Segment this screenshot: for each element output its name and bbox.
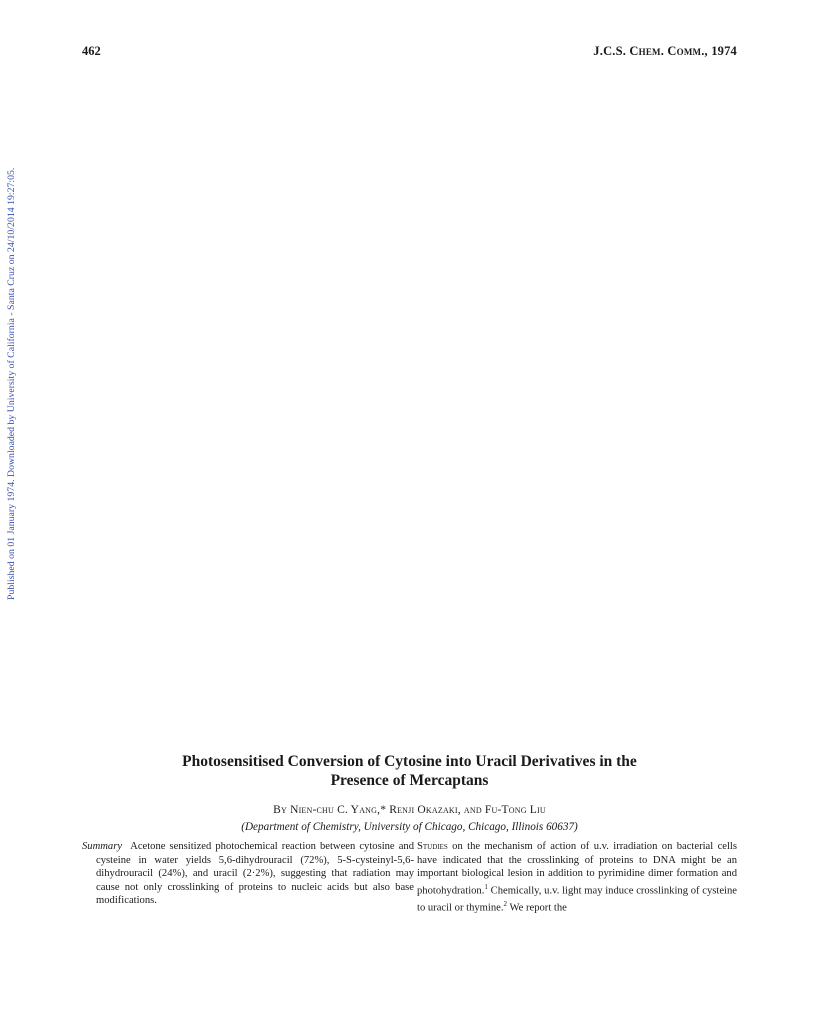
title-line-2: Presence of Mercaptans — [330, 772, 489, 789]
body-text-2: Chemically, u.v. light may induce crosslinking of cysteine to uracil or thymine. — [417, 885, 737, 914]
download-notice: Published on 01 January 1974. Downloaded by University of California - Santa Cruz on 24/10/2014 19:27:05. — [6, 167, 17, 600]
journal-citation: J.C.S. Chem. Comm., 1974 — [593, 44, 737, 58]
summary-paragraph — [82, 840, 414, 908]
body-column — [417, 840, 737, 915]
article-title — [82, 752, 737, 790]
affiliation-text: (Department of Chemistry, University of Chicago, Chicago, Illinois 60637) — [241, 821, 578, 833]
body-lead-word: Studies — [417, 841, 448, 852]
reference-1: 1 — [484, 882, 488, 891]
summary-text: Acetone sensitized photochemical reaction between cytosine and cysteine in water yields 5,6-dihydrouracil (72%), 5-S-cysteinyl-5,6-dihydrouracil (24%), and uracil (2·2%), suggesting that radiation may cause not only crosslinking of proteins to nucleic acids but also base modifications. — [96, 841, 414, 906]
summary-label: Summary — [82, 841, 123, 852]
body-text-3: We report the — [509, 902, 567, 914]
running-header — [82, 44, 737, 60]
summary-column — [82, 840, 414, 908]
body-text-1: on the mechanism of action of u.v. irradiation on bacterial cells have indicated that the crosslinking of proteins to DNA might be an important biological lesion in addition to pyrimidine dimer formation and photohydration. — [417, 841, 737, 897]
reference-2: 2 — [503, 899, 507, 908]
title-line-1: Photosensitised Conversion of Cytosine into Uracil Derivatives in the — [182, 753, 637, 770]
author-list: By Nien-chu C. Yang,* Renji Okazaki, and Fu-Tong Liu — [273, 804, 546, 816]
page-number: 462 — [82, 44, 101, 58]
author-affiliation — [82, 821, 737, 833]
